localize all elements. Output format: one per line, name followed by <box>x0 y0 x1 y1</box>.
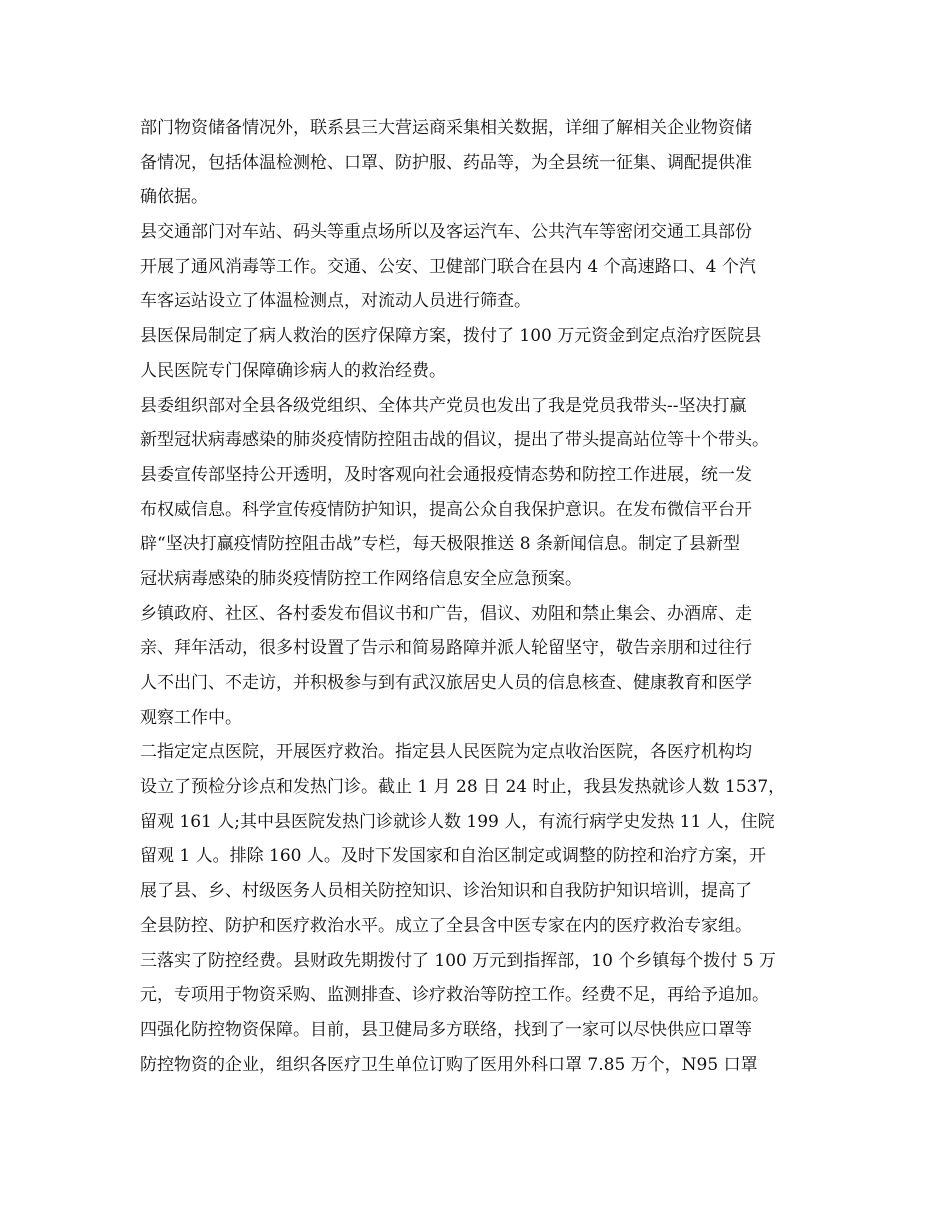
text-line: 县委组织部对全县各级党组织、全体共产党员也发出了我是党员我带头--坚决打赢 <box>140 395 747 416</box>
text-line: 留观 1 人。排除 160 人。及时下发国家和自治区制定或调整的防控和治疗方案，开 <box>140 846 766 867</box>
text-line: 人不出门、不走访，并积极参与到有武汉旅居史人员的信息核查、健康教育和医学 <box>140 673 752 693</box>
text-line: 展了县、乡、村级医务人员相关防控知识、诊治知识和自我防护知识培训，提高了 <box>140 881 752 902</box>
text-line: 县委宣传部坚持公开透明，及时客观向社会通报疫情态势和防控工作进展，统一发 <box>140 464 752 485</box>
text-line: 新型冠状病毒感染的肺炎疫情防控阻击战的倡议，提出了带头提高站位等十个带头。 <box>140 430 769 451</box>
text-line: 车客运站设立了体温检测点，对流动人员进行筛查。 <box>140 291 531 312</box>
text-line: 元，专项用于物资采购、监测排查、诊疗救治等防控工作。经费不足，再给予追加。 <box>140 985 769 1006</box>
text-line: 留观 161 人;其中县医院发热门诊就诊人数 199 人，有流行病学史发热 11 人，住院 <box>140 811 775 832</box>
text-line: 部门物资储备情况外，联系县三大营运商采集相关数据，详细了解相关企业物资储 <box>140 118 752 138</box>
text-line: 观察工作中。 <box>140 707 242 728</box>
text-line: 人民医院专门保障确诊病人的救治经费。 <box>140 360 446 381</box>
text-line: 亲、拜年活动，很多村设置了告示和简易路障并派人轮留坚守，敬告亲朋和过往行 <box>140 638 752 659</box>
text-line: 县医保局制定了病人救治的医疗保障方案，拨付了 100 万元资金到定点治疗医院县 <box>140 326 762 347</box>
text-line: 备情况，包括体温检测枪、口罩、防护服、药品等，为全县统一征集、调配提供准 <box>140 152 752 173</box>
text-line: 县交通部门对车站、码头等重点场所以及客运汽车、公共汽车等密闭交通工具部份 <box>140 222 752 243</box>
text-line: 防控物资的企业，组织各医疗卫生单位订购了医用外科口罩 7.85 万个，N95 口罩 <box>140 1054 758 1075</box>
text-line: 辟“坚决打赢疫情防控阻击战”专栏，每天极限推送 8 条新闻信息。制定了县新型 <box>140 534 741 555</box>
text-line: 布权威信息。科学宣传疫情防护知识，提高公众自我保护意识。在发布微信平台开 <box>140 499 752 520</box>
document-body <box>140 111 820 1082</box>
text-line: 全县防控、防护和医疗救治水平。成立了全县含中医专家在内的医疗救治专家组。 <box>140 915 752 936</box>
text-line: 冠状病毒感染的肺炎疫情防控工作网络信息安全应急预案。 <box>140 568 582 589</box>
text-line: 二指定定点医院，开展医疗救治。指定县人民医院为定点收治医院，各医疗机构均 <box>140 742 752 763</box>
text-line: 乡镇政府、社区、各村委发布倡议书和广告，倡议、劝阻和禁止集会、办酒席、走 <box>140 603 752 624</box>
text-line: 确依据。 <box>140 187 208 208</box>
text-line: 设立了预检分诊点和发热门诊。截止 1 月 28 日 24 时止，我县发热就诊人数 1537， <box>140 777 786 798</box>
text-line: 四强化防控物资保障。目前，县卫健局多方联络，找到了一家可以尽快供应口罩等 <box>140 1019 752 1040</box>
text-line: 开展了通风消毒等工作。交通、公安、卫健部门联合在县内 4 个高速路口、4 个汽 <box>140 256 756 277</box>
text-line: 三落实了防控经费。县财政先期拨付了 100 万元到指挥部，10 个乡镇每个拨付 5 万 <box>140 950 776 971</box>
